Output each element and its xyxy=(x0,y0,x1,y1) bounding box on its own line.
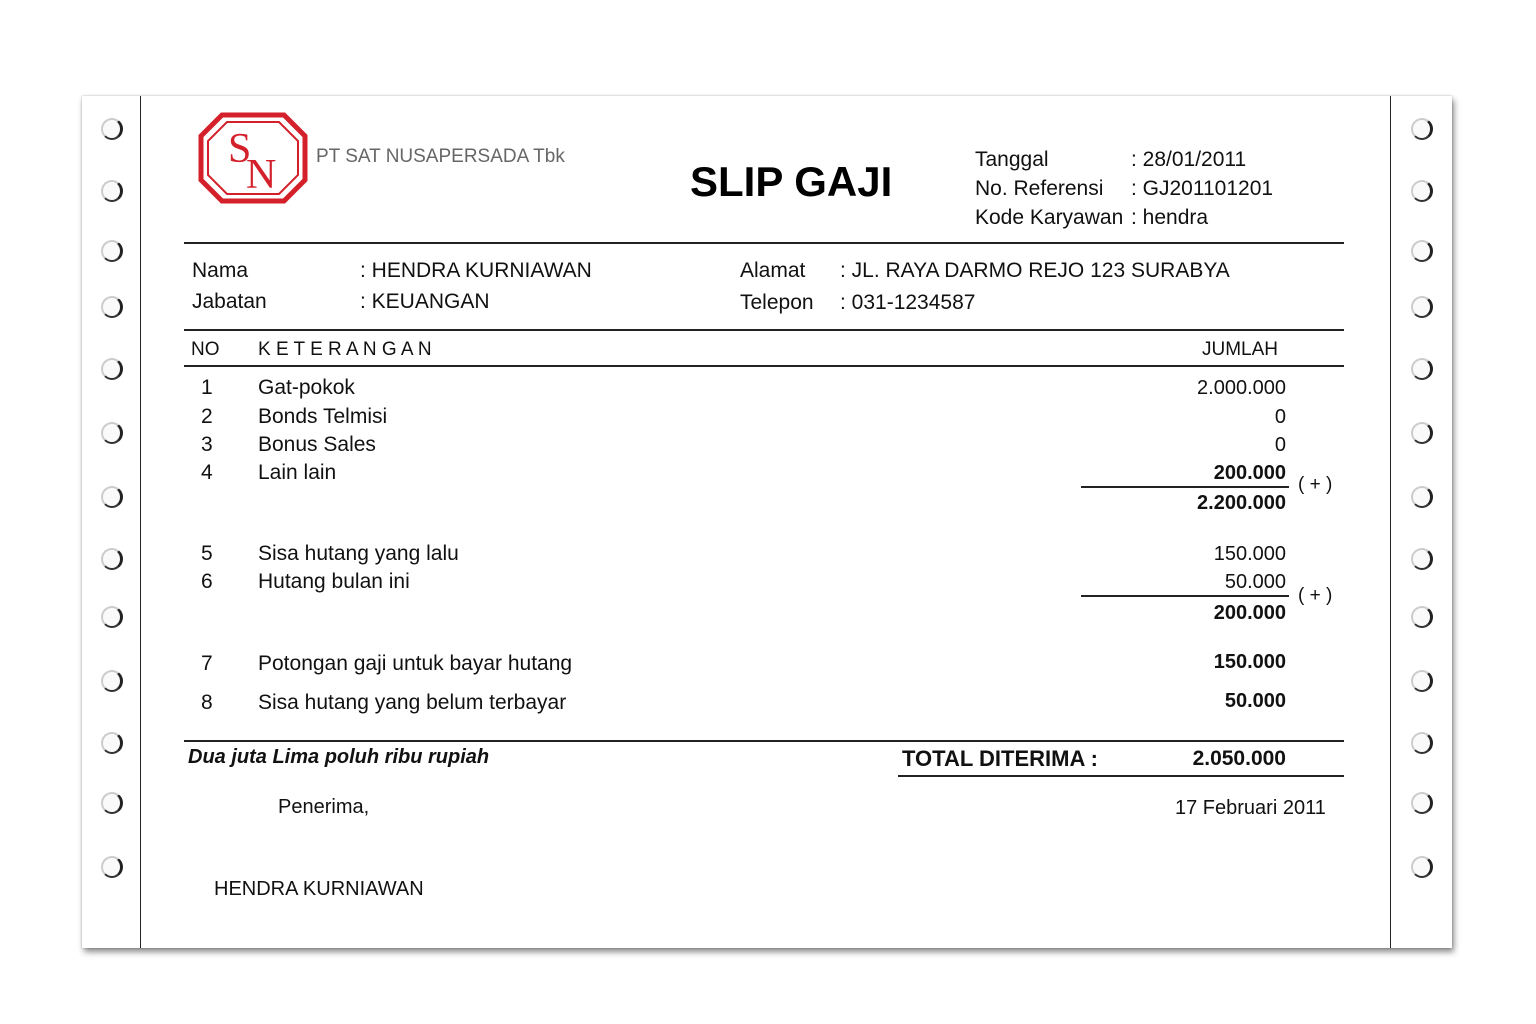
row-amount: 0 xyxy=(1274,434,1286,456)
row-amount: 2.000.000 xyxy=(1197,377,1286,399)
column-header-no: NO xyxy=(191,339,220,360)
sum-line xyxy=(1081,595,1289,597)
company-name: PT SAT NUSAPERSADA Tbk xyxy=(316,146,565,167)
row-description: Lain lain xyxy=(258,461,337,484)
plus-sign: ( + ) xyxy=(1298,585,1333,606)
company-logo-icon xyxy=(198,112,308,204)
column-header-amount: JUMLAH xyxy=(1202,339,1279,360)
row-amount: 150.000 xyxy=(1213,651,1286,673)
date-value: : 28/01/2011 xyxy=(1131,148,1247,171)
phone-value: : 031-1234587 xyxy=(840,291,976,314)
subtotal-debt: 200.000 xyxy=(1213,602,1286,624)
position-value: : KEUANGAN xyxy=(360,290,490,313)
sum-line xyxy=(1081,486,1289,488)
column-header-description: K E T E R A N G A N xyxy=(258,339,432,360)
feed-hole xyxy=(101,358,123,380)
feed-hole xyxy=(1411,856,1433,878)
position-label: Jabatan xyxy=(192,290,267,313)
feed-hole xyxy=(101,296,123,318)
svg-text:N: N xyxy=(246,152,277,198)
feed-hole xyxy=(1411,296,1433,318)
row-description: Bonds Telmisi xyxy=(258,405,388,428)
feed-hole xyxy=(1411,422,1433,444)
row-description: Sisa hutang yang lalu xyxy=(258,542,459,565)
feed-hole xyxy=(101,606,123,628)
feed-hole xyxy=(101,486,123,508)
row-amount: 50.000 xyxy=(1224,571,1286,593)
feed-hole xyxy=(101,856,123,878)
feed-hole xyxy=(101,792,123,814)
amount-in-words: Dua juta Lima poluh ribu rupiah xyxy=(188,746,490,768)
svg-text:S: S xyxy=(228,126,252,172)
row-amount: 150.000 xyxy=(1213,543,1286,565)
row-description: Potongan gaji untuk bayar hutang xyxy=(258,652,573,675)
row-number: 3 xyxy=(201,433,213,456)
feed-hole xyxy=(1411,670,1433,692)
employee-code-label: Kode Karyawan xyxy=(975,206,1124,229)
feed-hole xyxy=(101,240,123,262)
feed-hole xyxy=(1411,792,1433,814)
row-number: 7 xyxy=(201,652,213,675)
feed-hole xyxy=(1411,180,1433,202)
feed-hole xyxy=(1411,118,1433,140)
address-value: : JL. RAYA DARMO REJO 123 SURABYA xyxy=(840,259,1230,282)
row-description: Bonus Sales xyxy=(258,433,376,456)
right-perforation-line xyxy=(1390,96,1391,948)
feed-hole xyxy=(101,732,123,754)
total-underline xyxy=(898,775,1344,777)
reference-value: : GJ201101201 xyxy=(1131,177,1274,200)
row-amount: 0 xyxy=(1274,406,1286,428)
feed-hole xyxy=(101,422,123,444)
name-label: Nama xyxy=(192,259,249,282)
left-perforation-line xyxy=(140,96,141,948)
issue-date: 17 Februari 2011 xyxy=(1175,797,1326,819)
row-number: 2 xyxy=(201,405,213,428)
feed-hole xyxy=(101,548,123,570)
total-value: 2.050.000 xyxy=(1192,747,1286,770)
plus-sign: ( + ) xyxy=(1298,474,1333,495)
feed-hole xyxy=(101,670,123,692)
divider xyxy=(184,365,1344,367)
phone-label: Telepon xyxy=(740,291,814,314)
row-number: 8 xyxy=(201,691,213,714)
subtotal-income: 2.200.000 xyxy=(1197,492,1286,514)
feed-hole xyxy=(1411,548,1433,570)
document-title: SLIP GAJI xyxy=(690,158,893,205)
row-description: Sisa hutang yang belum terbayar xyxy=(258,691,567,714)
feed-hole xyxy=(1411,732,1433,754)
divider xyxy=(184,740,1344,742)
row-description: Gat-pokok xyxy=(258,376,355,399)
total-label: TOTAL DITERIMA : xyxy=(902,746,1098,771)
row-number: 4 xyxy=(201,461,213,484)
employee-code-value: : hendra xyxy=(1131,206,1209,229)
divider xyxy=(184,242,1344,244)
feed-hole xyxy=(101,118,123,140)
feed-hole xyxy=(1411,486,1433,508)
feed-hole xyxy=(1411,358,1433,380)
row-amount: 200.000 xyxy=(1213,462,1286,484)
receiver-name: HENDRA KURNIAWAN xyxy=(214,878,424,900)
row-number: 5 xyxy=(201,542,213,565)
feed-hole xyxy=(1411,240,1433,262)
row-number: 1 xyxy=(201,376,213,399)
row-description: Hutang bulan ini xyxy=(258,570,410,593)
receiver-label: Penerima, xyxy=(278,796,370,818)
payslip-paper xyxy=(82,96,1452,948)
date-label: Tanggal xyxy=(975,148,1049,171)
feed-hole xyxy=(101,180,123,202)
row-number: 6 xyxy=(201,570,213,593)
reference-label: No. Referensi xyxy=(975,177,1104,200)
divider xyxy=(184,329,1344,331)
address-label: Alamat xyxy=(740,259,806,282)
row-amount: 50.000 xyxy=(1224,690,1286,712)
feed-hole xyxy=(1411,606,1433,628)
name-value: : HENDRA KURNIAWAN xyxy=(360,259,592,282)
